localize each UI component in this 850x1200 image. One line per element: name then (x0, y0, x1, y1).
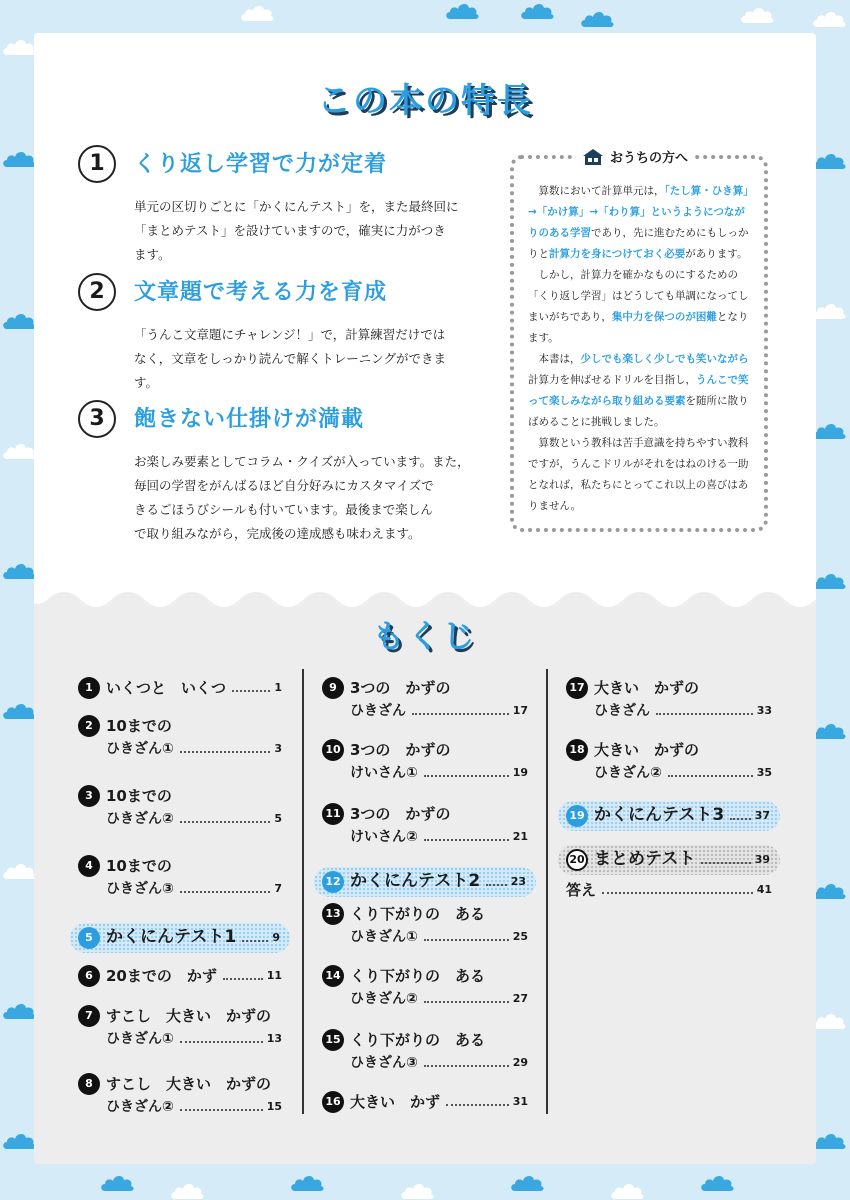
toc-number-badge: 8 (78, 1073, 100, 1095)
feature-line: きるごほうびシールも付いています。最後まで楽しん (134, 502, 433, 517)
toc-item[interactable] (566, 739, 772, 783)
feature-number: 1 (78, 145, 116, 183)
note-text: しかし，計算力を確かなものにするための「くり返し学習」はどうしても単調になってしまいがちであり， (528, 269, 749, 323)
toc-title: まとめテスト (594, 849, 696, 869)
toc-page-number: 23 (510, 875, 526, 888)
cloud-icon (812, 1010, 846, 1030)
cloud-icon (2, 148, 36, 168)
toc-title: かくにんテスト1 (106, 927, 237, 947)
toc-page-number: 1 (274, 681, 282, 694)
toc-number-badge: 20 (566, 849, 588, 871)
toc-item[interactable] (322, 803, 528, 847)
cloud-icon (812, 300, 846, 320)
feature-line: ます。 (134, 247, 171, 262)
house-icon (582, 148, 604, 166)
cloud-icon (100, 1172, 134, 1192)
cloud-icon (812, 420, 846, 440)
toc-item[interactable] (78, 1073, 282, 1117)
toc-title: かくにんテスト2 (350, 871, 481, 891)
toc-leader-dots (486, 884, 507, 886)
note-paragraph (528, 181, 750, 265)
cloud-icon (812, 150, 846, 170)
cloud-icon (2, 1000, 36, 1020)
feature-title: くり返し学習で力が定着 (134, 152, 388, 177)
note-highlight: 「たし算・ひき算」→「かけ算」→「わり算」というようにつながりのある学習 (528, 185, 749, 239)
toc-page-number: 39 (754, 853, 770, 866)
note-text: を随所に散りばめることに挑戦しました。 (528, 395, 749, 428)
feature-line: で取り組みながら，完成後の達成感も味わえます。 (134, 526, 421, 541)
toc-leader-dots (223, 978, 263, 980)
content-card (34, 33, 816, 1164)
toc-title: 10までの (106, 787, 172, 805)
toc-item[interactable] (78, 1005, 282, 1049)
toc-title: 大きい かずの (594, 741, 700, 759)
toc-page-number: 29 (512, 1056, 528, 1069)
toc-page-number: 5 (274, 812, 282, 825)
feature-1 (78, 145, 498, 265)
toc-item[interactable] (78, 855, 282, 899)
toc-number-badge: 4 (78, 855, 100, 877)
toc-page-number: 27 (512, 992, 528, 1005)
toc-leader-dots (180, 821, 270, 823)
feature-body (134, 450, 498, 546)
toc-leader-dots (242, 940, 268, 942)
parents-note-heading (576, 147, 694, 166)
toc-number-badge: 3 (78, 785, 100, 807)
toc-page-number: 25 (512, 930, 528, 943)
toc-item[interactable] (322, 1091, 528, 1135)
toc-number-badge: 2 (78, 715, 100, 737)
toc-item[interactable] (566, 677, 772, 721)
cloud-icon (2, 860, 36, 880)
toc-number-badge: 12 (322, 871, 344, 893)
toc-item[interactable] (322, 677, 528, 721)
toc-item[interactable] (70, 923, 290, 953)
toc-title: 3つの かずの (350, 805, 451, 823)
note-highlight: 集中力を保つのが困難 (611, 311, 717, 323)
note-text: 算数において計算単元は， (538, 185, 665, 197)
toc-leader-dots (180, 891, 270, 893)
toc-page-number: 33 (756, 704, 772, 717)
cloud-icon (580, 8, 614, 28)
toc-item[interactable] (558, 801, 780, 831)
toc-leader-dots (180, 751, 270, 753)
toc-subtitle: ひきざん① (106, 741, 174, 757)
toc-subtitle: ひきざん① (350, 929, 418, 945)
toc-title: 10までの (106, 857, 172, 875)
parents-note-body (528, 181, 750, 517)
toc-item[interactable] (558, 845, 780, 875)
toc-number-badge: 10 (322, 739, 344, 761)
toc-column-divider (302, 669, 304, 1114)
cloud-icon (700, 1172, 734, 1192)
toc-page-number: 3 (274, 742, 282, 755)
toc-subtitle: けいさん② (350, 829, 418, 845)
feature-number: 3 (78, 400, 116, 438)
toc-subtitle: ひきざん (350, 703, 406, 719)
feature-2 (78, 273, 498, 393)
toc-item[interactable] (322, 739, 528, 783)
toc-number-badge: 6 (78, 965, 100, 987)
toc-page-number: 9 (272, 931, 280, 944)
feature-3 (78, 400, 498, 550)
toc-number-badge: 9 (322, 677, 344, 699)
cloud-icon (2, 310, 36, 330)
toc-title: 答え (566, 881, 597, 899)
toc-leader-dots (424, 939, 509, 941)
toc-item[interactable] (322, 965, 528, 1009)
toc-title: 3つの かずの (350, 679, 451, 697)
cloud-icon (170, 1180, 204, 1200)
cloud-icon (2, 560, 36, 580)
feature-line: なく，文章をしっかり読んで解くトレーニングができま (134, 351, 447, 366)
toc-subtitle: ひきざん② (106, 1099, 174, 1115)
toc-number-badge: 14 (322, 965, 344, 987)
page-title: この本の特長 (317, 81, 533, 121)
toc-title: 10までの (106, 717, 172, 735)
toc-leader-dots (424, 839, 509, 841)
toc-number-badge: 13 (322, 903, 344, 925)
toc-leader-dots (701, 862, 751, 864)
toc-title: くり下がりの ある (350, 905, 486, 923)
note-text: があります。 (685, 248, 748, 260)
toc-title: かくにんテスト3 (594, 805, 725, 825)
toc-item[interactable] (78, 785, 282, 829)
toc-item[interactable] (78, 715, 282, 759)
toc-number-badge: 17 (566, 677, 588, 699)
toc-column-divider (546, 669, 548, 1114)
feature-line: 毎回の学習をがんばるほど自分好みにカスタマイズで (134, 478, 434, 493)
toc-leader-dots (232, 690, 270, 692)
cloud-icon (812, 570, 846, 590)
cloud-icon (740, 4, 774, 24)
note-text: 計算力を伸ばせるドリルを目指し， (528, 374, 696, 386)
toc-number-badge: 15 (322, 1029, 344, 1051)
cloud-icon (240, 2, 274, 22)
toc-number-badge: 7 (78, 1005, 100, 1027)
toc-title: 大きい かず (350, 1093, 441, 1111)
cloud-icon (812, 8, 846, 28)
toc-item[interactable] (322, 1029, 528, 1073)
note-paragraph (528, 265, 750, 349)
feature-body (134, 195, 498, 267)
toc-title: 3つの かずの (350, 741, 451, 759)
feature-line: 単元の区切りごとに「かくにんテスト」を，また最終回に (134, 199, 459, 214)
toc-leader-dots (180, 1041, 263, 1043)
toc-title: いくつと いくつ (106, 679, 227, 697)
cloud-icon (812, 1130, 846, 1150)
toc-subtitle: ひきざん (594, 703, 650, 719)
toc-title: くり下がりの ある (350, 967, 486, 985)
toc-subtitle: けいさん① (350, 765, 418, 781)
cloud-icon (2, 440, 36, 460)
cloud-icon (812, 880, 846, 900)
parents-note-title: おうちの方へ (610, 151, 689, 166)
toc-number-badge: 5 (78, 927, 100, 949)
toc-page-number: 19 (512, 766, 528, 779)
note-text: 本書は， (538, 353, 581, 365)
toc-page-number: 15 (266, 1100, 282, 1113)
note-highlight: うんこで笑って楽しみながら取り組める要素 (528, 374, 749, 407)
toc-page-number: 37 (754, 809, 770, 822)
toc-page-number: 21 (512, 830, 528, 843)
toc-title: くり下がりの ある (350, 1031, 486, 1049)
toc-leader-dots (424, 1001, 509, 1003)
cloud-icon (812, 720, 846, 740)
note-highlight: 少しでも楽しく少しでも笑いながら (580, 353, 749, 365)
toc-subtitle: ひきざん② (106, 811, 174, 827)
cloud-icon (2, 1130, 36, 1150)
feature-number: 2 (78, 273, 116, 311)
toc-page-number: 31 (512, 1095, 528, 1108)
toc-number-badge: 16 (322, 1091, 344, 1113)
cloud-icon (290, 1172, 324, 1192)
toc-number-badge: 18 (566, 739, 588, 761)
toc-subtitle: ひきざん③ (350, 1055, 418, 1071)
toc-page-number: 35 (756, 766, 772, 779)
toc-title: もくじ (372, 617, 478, 655)
feature-line: す。 (134, 375, 159, 390)
toc-leader-dots (656, 713, 753, 715)
note-highlight: 計算力を身につけておく必要 (549, 248, 686, 260)
toc-page-number: 11 (266, 969, 282, 982)
toc-subtitle: ひきざん② (350, 991, 418, 1007)
toc-page-number: 13 (266, 1032, 282, 1045)
toc-leader-dots (424, 1065, 509, 1067)
toc-title: 20までの かず (106, 967, 217, 985)
toc-subtitle: ひきざん① (106, 1031, 174, 1047)
toc-leader-dots (602, 892, 753, 894)
feature-line: お楽しみ要素としてコラム・クイズが入っています。また， (134, 454, 470, 469)
cloud-icon (520, 0, 554, 20)
toc-subtitle: ひきざん③ (106, 881, 174, 897)
cloud-icon (2, 36, 36, 56)
toc-page-number: 17 (512, 704, 528, 717)
toc-number-badge: 1 (78, 677, 100, 699)
feature-body (134, 323, 498, 395)
cloud-icon (610, 1180, 644, 1200)
toc-number-badge: 11 (322, 803, 344, 825)
cloud-icon (400, 1180, 434, 1200)
toc-number-badge: 19 (566, 805, 588, 827)
cloud-icon (2, 700, 36, 720)
parents-note-box (510, 151, 768, 532)
note-text: となります。 (528, 311, 749, 344)
cloud-icon (510, 1172, 544, 1192)
toc-page-number: 7 (274, 882, 282, 895)
note-text: であり，先に進むためにもしっかりと (528, 227, 749, 260)
toc-leader-dots (412, 713, 509, 715)
toc-title: すこし 大きい かずの (106, 1007, 272, 1025)
toc-item[interactable] (314, 867, 536, 897)
cloud-icon (445, 0, 479, 20)
toc-item[interactable] (322, 903, 528, 947)
toc-title: 大きい かずの (594, 679, 700, 697)
toc-title: すこし 大きい かずの (106, 1075, 272, 1093)
toc-subtitle: ひきざん② (594, 765, 662, 781)
toc-leader-dots (424, 775, 509, 777)
feature-line: 「うんこ文章題にチャレンジ！」で，計算練習だけでは (134, 327, 446, 342)
toc-leader-dots (180, 1109, 263, 1111)
feature-title: 文章題で考える力を育成 (134, 280, 388, 305)
toc-leader-dots (446, 1104, 509, 1106)
note-paragraph: 算数という教科は苦手意識を持ちやすい教科ですが，うんこドリルがそれをはねのける一助となれば，私たちにとってこれ以上の喜びはありません。 (528, 437, 749, 512)
toc-page-number: 41 (756, 883, 772, 896)
toc-item[interactable] (78, 965, 282, 1009)
toc-leader-dots (730, 818, 751, 820)
toc-item[interactable] (566, 879, 772, 923)
toc-leader-dots (668, 775, 753, 777)
feature-title: 飽きない仕掛けが満載 (134, 407, 365, 432)
feature-line: 「まとめテスト」を設けていますので，確実に力がつき (134, 223, 446, 238)
note-paragraph (528, 349, 750, 433)
